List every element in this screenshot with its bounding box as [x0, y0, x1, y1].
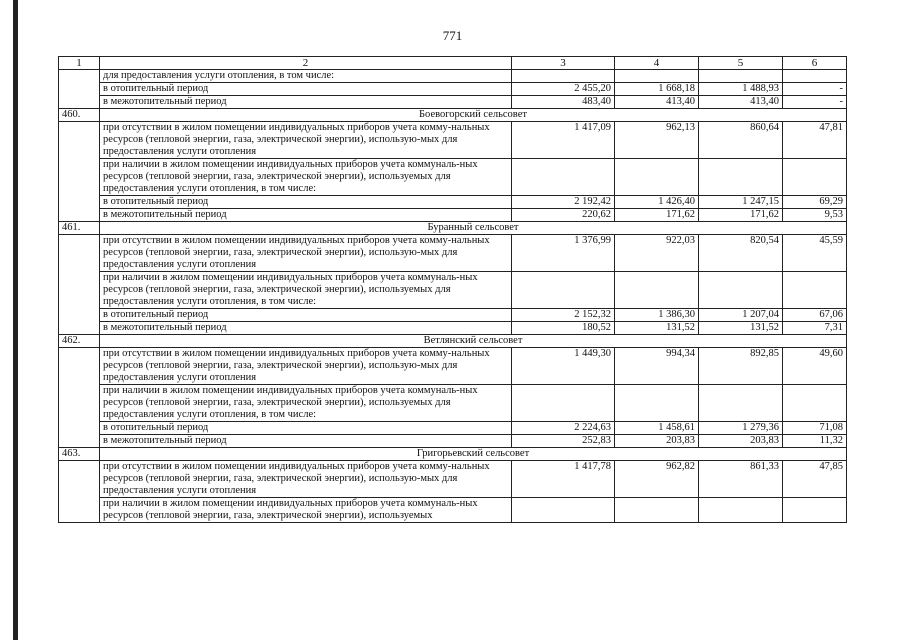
- value-cell: 203,83: [615, 435, 699, 448]
- table-row: [59, 435, 847, 448]
- value-cell: [615, 385, 699, 422]
- value-cell: 252,83: [512, 435, 615, 448]
- description-cell: при наличии в жилом помещении индивидуальных приборов учета коммуналь-ных ресурсов (тепловой энергии, газа, электрической энергии), используемых для предоставления услуги отопления, в том числе:: [100, 385, 512, 422]
- value-cell: 220,62: [512, 209, 615, 222]
- value-cell: [512, 498, 615, 523]
- period-label: в межотопительный период: [100, 96, 512, 109]
- value-cell: 1 458,61: [615, 422, 699, 435]
- value-cell: 962,13: [615, 122, 699, 159]
- table-row: [59, 196, 847, 209]
- value-cell: [512, 70, 615, 83]
- header-cell: 4: [615, 57, 699, 70]
- value-cell: 131,52: [699, 322, 783, 335]
- value-cell: [615, 70, 699, 83]
- value-cell: 131,52: [615, 322, 699, 335]
- number-cell: [59, 461, 100, 523]
- value-cell: 69,29: [783, 196, 847, 209]
- number-cell: [59, 235, 100, 335]
- value-cell: 171,62: [699, 209, 783, 222]
- value-cell: [615, 498, 699, 523]
- value-cell: [699, 272, 783, 309]
- period-label: в межотопительный период: [100, 209, 512, 222]
- section-row: [59, 109, 847, 122]
- value-cell: [783, 70, 847, 83]
- table-row: [59, 70, 847, 83]
- table-row: [59, 461, 847, 498]
- value-cell: 71,08: [783, 422, 847, 435]
- value-cell: [699, 498, 783, 523]
- description-cell: при отсутствии в жилом помещении индивидуальных приборов учета комму-нальных ресурсов (тепловой энергии, газа, электрической энергии), использую-мых для предоставления услуги отопления: [100, 348, 512, 385]
- value-cell: [783, 385, 847, 422]
- period-label: в межотопительный период: [100, 322, 512, 335]
- value-cell: [783, 272, 847, 309]
- value-cell: -: [783, 83, 847, 96]
- value-cell: -: [783, 96, 847, 109]
- value-cell: 1 386,30: [615, 309, 699, 322]
- value-cell: 1 417,09: [512, 122, 615, 159]
- table-row: [59, 209, 847, 222]
- value-cell: 47,85: [783, 461, 847, 498]
- value-cell: 49,60: [783, 348, 847, 385]
- table-row: [59, 348, 847, 385]
- value-cell: [783, 159, 847, 196]
- value-cell: 171,62: [615, 209, 699, 222]
- tariff-table: [58, 56, 847, 523]
- period-label: в отопительный период: [100, 83, 512, 96]
- section-title: Боевогорский сельсовет: [100, 109, 847, 122]
- header-cell: 6: [783, 57, 847, 70]
- section-number: 463.: [59, 448, 100, 461]
- value-cell: [699, 70, 783, 83]
- value-cell: 1 279,36: [699, 422, 783, 435]
- binding-edge: [13, 0, 18, 640]
- value-cell: 413,40: [699, 96, 783, 109]
- description-cell: при наличии в жилом помещении индивидуальных приборов учета коммуналь-ных ресурсов (тепловой энергии, газа, электрической энергии), используемых для предоставления услуги отопления, в том числе:: [100, 272, 512, 309]
- value-cell: 1 417,78: [512, 461, 615, 498]
- value-cell: 1 668,18: [615, 83, 699, 96]
- description-cell: при отсутствии в жилом помещении индивидуальных приборов учета комму-нальных ресурсов (тепловой энергии, газа, электрической энергии), использую-мых для предоставления услуги отопления: [100, 235, 512, 272]
- value-cell: 820,54: [699, 235, 783, 272]
- value-cell: 2 224,63: [512, 422, 615, 435]
- value-cell: 922,03: [615, 235, 699, 272]
- header-cell: 1: [59, 57, 100, 70]
- number-cell: [59, 70, 100, 109]
- value-cell: [699, 159, 783, 196]
- table-row: [59, 159, 847, 196]
- value-cell: 1 376,99: [512, 235, 615, 272]
- period-label: в отопительный период: [100, 196, 512, 209]
- value-cell: 67,06: [783, 309, 847, 322]
- section-row: [59, 222, 847, 235]
- value-cell: 892,85: [699, 348, 783, 385]
- value-cell: 9,53: [783, 209, 847, 222]
- value-cell: 860,64: [699, 122, 783, 159]
- value-cell: 962,82: [615, 461, 699, 498]
- value-cell: 994,34: [615, 348, 699, 385]
- table-row: [59, 385, 847, 422]
- page-number: 771: [442, 28, 463, 43]
- table-row: [59, 83, 847, 96]
- number-cell: [59, 348, 100, 448]
- value-cell: 1 449,30: [512, 348, 615, 385]
- table-row: [59, 498, 847, 523]
- header-row: [59, 57, 847, 70]
- period-label: в отопительный период: [100, 309, 512, 322]
- description-cell: при наличии в жилом помещении индивидуальных приборов учета коммуналь-ных ресурсов (тепловой энергии, газа, электрической энергии), используемых: [100, 498, 512, 523]
- value-cell: 1 426,40: [615, 196, 699, 209]
- value-cell: [699, 385, 783, 422]
- description-cell: при отсутствии в жилом помещении индивидуальных приборов учета комму-нальных ресурсов (тепловой энергии, газа, электрической энергии), использую-мых для предоставления услуги отопления: [100, 122, 512, 159]
- section-title: Григорьевский сельсовет: [100, 448, 847, 461]
- table-row: [59, 96, 847, 109]
- value-cell: 1 207,04: [699, 309, 783, 322]
- header-cell: 2: [100, 57, 512, 70]
- period-label: в отопительный период: [100, 422, 512, 435]
- value-cell: 11,32: [783, 435, 847, 448]
- value-cell: [783, 498, 847, 523]
- period-label: в межотопительный период: [100, 435, 512, 448]
- description-cell: при наличии в жилом помещении индивидуальных приборов учета коммуналь-ных ресурсов (тепловой энергии, газа, электрической энергии), используемых для предоставления услуги отопления, в том числе:: [100, 159, 512, 196]
- section-number: 461.: [59, 222, 100, 235]
- value-cell: 2 152,32: [512, 309, 615, 322]
- value-cell: [512, 159, 615, 196]
- table-row: [59, 309, 847, 322]
- value-cell: 413,40: [615, 96, 699, 109]
- section-title: Буранный сельсовет: [100, 222, 847, 235]
- value-cell: 7,31: [783, 322, 847, 335]
- table-row: [59, 322, 847, 335]
- value-cell: 47,81: [783, 122, 847, 159]
- value-cell: 180,52: [512, 322, 615, 335]
- number-cell: [59, 122, 100, 222]
- description-cell: для предоставления услуги отопления, в том числе:: [100, 70, 512, 83]
- table-row: [59, 122, 847, 159]
- value-cell: 203,83: [699, 435, 783, 448]
- value-cell: [512, 272, 615, 309]
- value-cell: [512, 385, 615, 422]
- section-number: 460.: [59, 109, 100, 122]
- value-cell: 45,59: [783, 235, 847, 272]
- table-row: [59, 272, 847, 309]
- value-cell: 1 488,93: [699, 83, 783, 96]
- section-number: 462.: [59, 335, 100, 348]
- value-cell: 483,40: [512, 96, 615, 109]
- value-cell: [615, 272, 699, 309]
- header-cell: 5: [699, 57, 783, 70]
- table-row: [59, 422, 847, 435]
- section-title: Ветлянский сельсовет: [100, 335, 847, 348]
- description-cell: при отсутствии в жилом помещении индивидуальных приборов учета комму-нальных ресурсов (тепловой энергии, газа, электрической энергии), использую-мых для предоставления услуги отопления: [100, 461, 512, 498]
- value-cell: 2 455,20: [512, 83, 615, 96]
- header-cell: 3: [512, 57, 615, 70]
- value-cell: [615, 159, 699, 196]
- value-cell: 1 247,15: [699, 196, 783, 209]
- section-row: [59, 335, 847, 348]
- value-cell: 861,33: [699, 461, 783, 498]
- value-cell: 2 192,42: [512, 196, 615, 209]
- table-row: [59, 235, 847, 272]
- section-row: [59, 448, 847, 461]
